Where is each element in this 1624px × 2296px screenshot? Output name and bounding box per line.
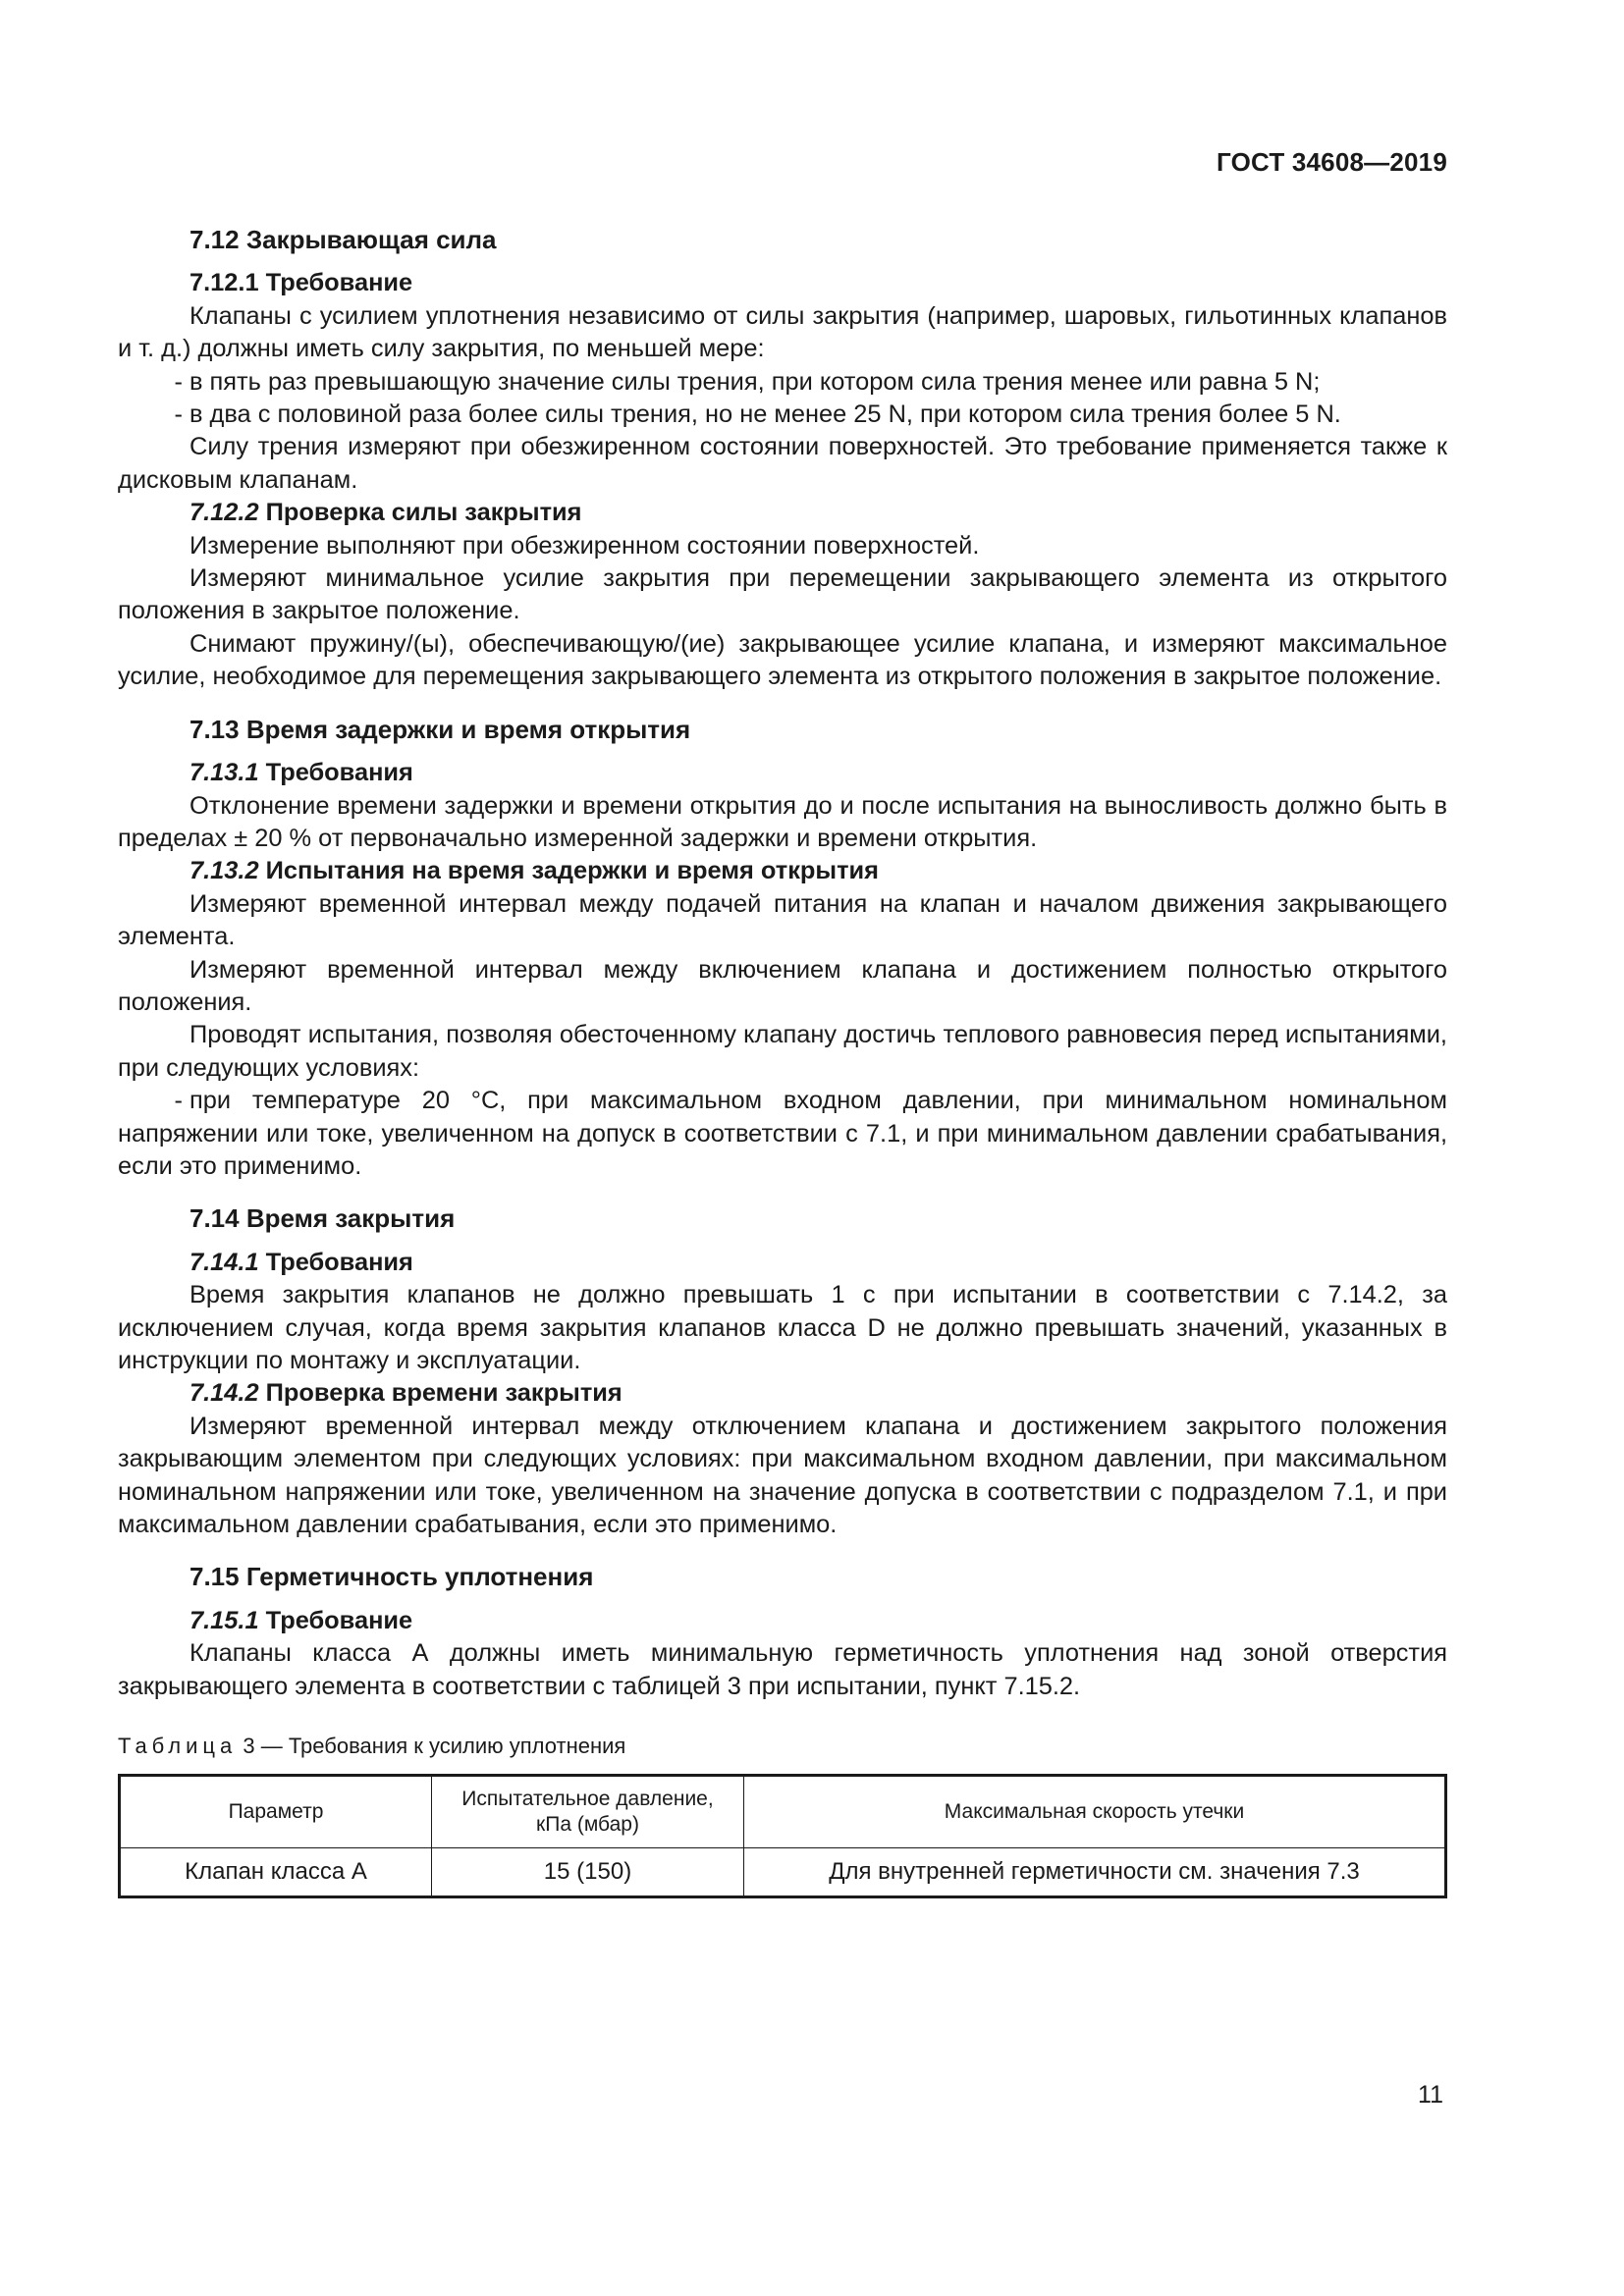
subsection-number: 7.15.1 — [189, 1606, 259, 1634]
paragraph: Отклонение времени задержки и времени открытия до и после испытания на выносливость должно быть в пределах ± 20 % от первоначально измеренной задержки и времени открытия. — [118, 791, 1447, 852]
subsection-title-7-12-2 — [118, 497, 1447, 529]
table-cell: 15 (150) — [432, 1848, 744, 1897]
paragraph: Измеряют минимальное усилие закрытия при перемещении закрывающего элемента из открытого положения в закрытое положение. — [118, 564, 1447, 625]
subsection-title-7-14-2 — [118, 1377, 1447, 1410]
subsection-title-text: Требования — [265, 1248, 413, 1276]
subsection-title-text: Требование — [265, 1606, 413, 1634]
table-caption-text: 3 — Требования к усилию уплотнения — [243, 1734, 626, 1759]
table-header-row — [120, 1776, 1446, 1848]
list-item — [118, 1085, 1447, 1183]
subsection-title-7-13-2 — [118, 855, 1447, 887]
paragraph: Измерение выполняют при обезжиренном состоянии поверхностей. — [189, 531, 980, 560]
list-item — [118, 399, 1447, 431]
paragraph: Снимают пружину/(ы), обеспечивающую/(ие) закрывающее усилие клапана, и измеряют максимальное усилие, необходимое для перемещения закрывающего элемента из открытого положения в закрытое положение. — [118, 629, 1447, 691]
document-body — [118, 224, 1447, 1898]
table-row — [120, 1848, 1446, 1897]
table-3 — [118, 1774, 1447, 1898]
list-item-text: в пять раз превышающую значение силы трения, при котором сила трения менее или равна 5 N; — [189, 367, 1321, 396]
section-title-7-12: 7.12 Закрывающая сила — [189, 225, 497, 254]
table-caption-word: Таблица — [118, 1734, 238, 1759]
paragraph: Измеряют временной интервал между включением клапана и достижением полностью открытого положения. — [118, 955, 1447, 1016]
subsection-title-text: Проверка силы закрытия — [265, 499, 582, 527]
subsection-number: 7.14.2 — [189, 1379, 259, 1408]
subsection-number: 7.12.2 — [189, 499, 259, 527]
section-title-7-14: 7.14 Время закрытия — [189, 1203, 456, 1234]
paragraph: Время закрытия клапанов не должно превышать 1 с при испытании в соответствии с 7.14.2, за исключением случая, когда время закрытия клапанов класса D не должно превышать значений, указанных в инструкции по монтажу и эксплуатации. — [118, 1281, 1447, 1374]
paragraph: Измеряют временной интервал между подачей питания на клапан и началом движения закрывающего элемента. — [118, 889, 1447, 951]
paragraph: Клапаны класса А должны иметь минимальную герметичность уплотнения над зоной отверстия закрывающего элемента в соответствии с таблицей 3 при испытании, пункт 7.15.2. — [118, 1639, 1447, 1700]
list-dash: - — [174, 1087, 189, 1115]
table-cell: Клапан класса А — [120, 1848, 432, 1897]
subsection-title-7-13-1 — [118, 757, 1447, 789]
subsection-title-7-12-1: 7.12.1 Требование — [189, 269, 413, 297]
subsection-number: 7.13.2 — [189, 857, 259, 885]
table-cell: Для внутренней герметичности см. значения 7.3 — [744, 1848, 1446, 1897]
document-id-header: ГОСТ 34608—2019 — [1217, 147, 1447, 177]
subsection-number: 7.14.1 — [189, 1248, 259, 1276]
list-dash: - — [174, 400, 189, 429]
paragraph: Клапаны с усилием уплотнения независимо от силы закрытия (например, шаровых, гильотинных клапанов и т. д.) должны иметь силу закрытия, по меньшей мере: — [118, 301, 1447, 363]
section-title-7-15: 7.15 Герметичность уплотнения — [189, 1562, 594, 1592]
list-item-text: при температуре 20 °С, при максимальном входном давлении, при минимальном номинальном напряжении или токе, увеличенном на допуск в соответствии с 7.1, и при минимальном давлении срабатывания, если это применимо. — [118, 1087, 1447, 1180]
list-item — [118, 366, 1447, 399]
section-title-7-13: 7.13 Время задержки и время открытия — [189, 714, 691, 744]
list-dash: - — [174, 367, 189, 396]
subsection-title-7-15-1 — [118, 1605, 1447, 1637]
page-number: 11 — [1418, 2081, 1443, 2109]
table-header-cell: Параметр — [120, 1776, 432, 1848]
subsection-number: 7.13.1 — [189, 759, 259, 787]
table-header-cell: Испытательное давление, кПа (мбар) — [432, 1776, 744, 1848]
subsection-title-text: Проверка времени закрытия — [265, 1379, 623, 1408]
paragraph: Силу трения измеряют при обезжиренном состоянии поверхностей. Это требование применяется также к дисковым клапанам. — [118, 433, 1447, 494]
paragraph: Измеряют временной интервал между отключением клапана и достижением закрытого положения закрывающим элементом при следующих условиях: при максимальном входном давлении, при максимальном номинальном напряжении или токе, увеличенном на значение допуска в соответствии с подразделом 7.1, и при максимальном давлении срабатывания, если это применимо. — [118, 1412, 1447, 1539]
subsection-title-7-14-1 — [118, 1247, 1447, 1279]
table-header-cell: Максимальная скорость утечки — [744, 1776, 1446, 1848]
subsection-title-text: Требования — [265, 759, 413, 787]
list-item-text: в два с половиной раза более силы трения, но не менее 25 N, при котором сила трения более 5 N. — [189, 400, 1341, 429]
subsection-title-text: Испытания на время задержки и время открытия — [265, 857, 879, 885]
paragraph: Проводят испытания, позволяя обесточенному клапану достичь теплового равновесия перед испытаниями, при следующих условиях: — [118, 1021, 1447, 1082]
table-caption — [118, 1733, 1447, 1760]
